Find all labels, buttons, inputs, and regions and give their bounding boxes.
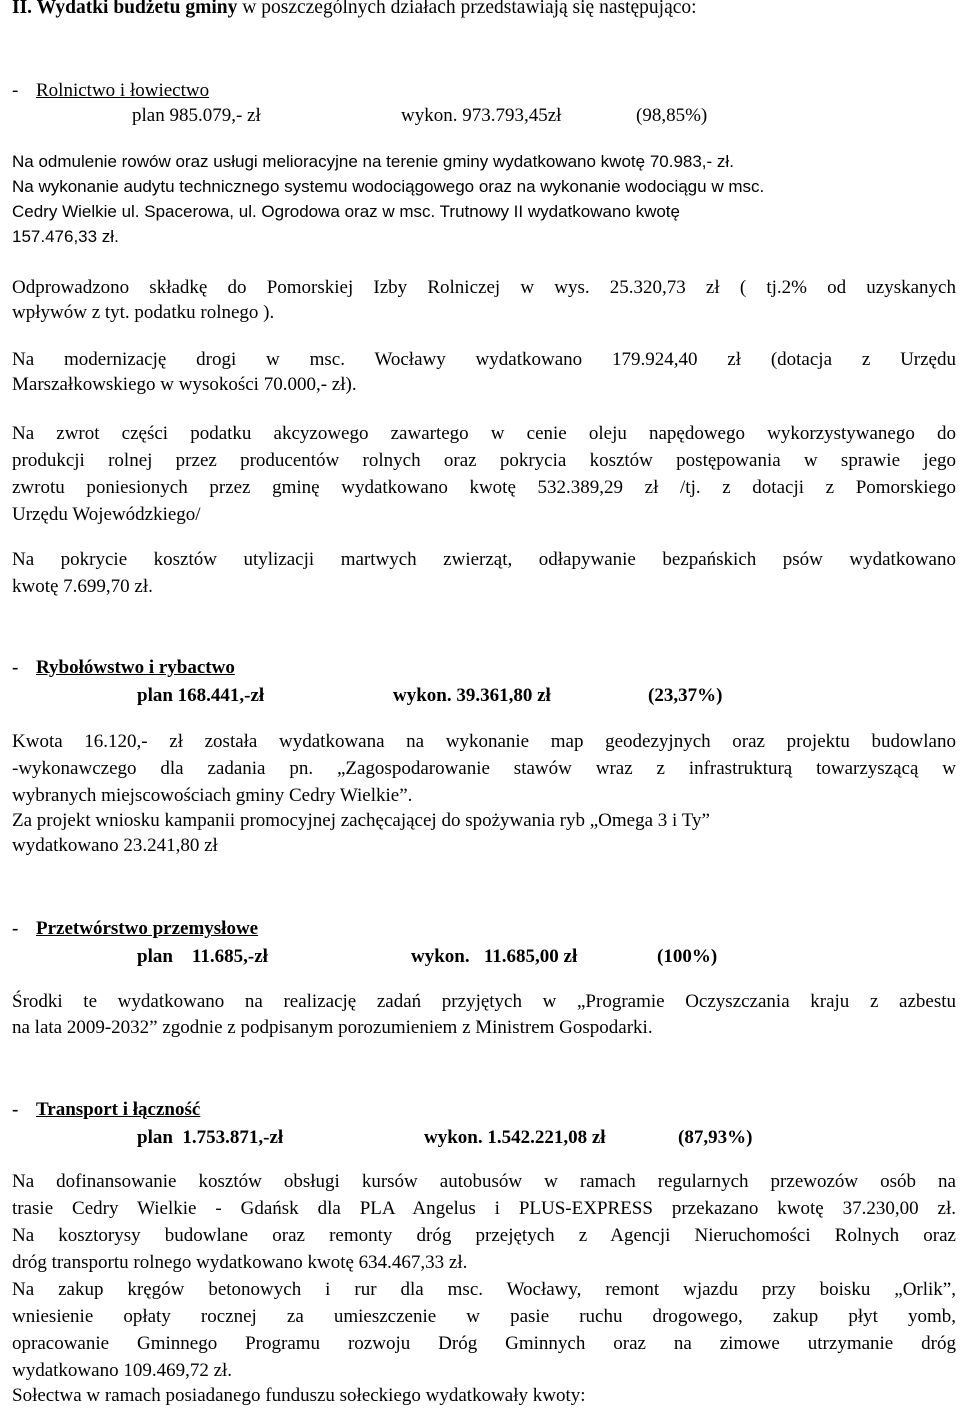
section-percent: (98,85%) [636, 105, 708, 126]
section-percent: (100%) [657, 946, 718, 967]
paragraph-line: zwrotu poniesionych przez gminę wydatkowano kwotę 532.389,29 zł /tj. z dotacji z Pomorskiego [12, 477, 956, 498]
paragraph-line: na lata 2009-2032” zgodnie z podpisanym porozumieniem z Ministrem Gospodarki. [12, 1017, 653, 1038]
section-plan: plan 1.753.871,-zł [137, 1127, 284, 1148]
paragraph-line: wydatkowano 23.241,80 zł [12, 835, 218, 856]
paragraph-line: wniesienie opłaty rocznej za umieszczenie w pasie ruchu drogowego, zakup płyt yomb, [12, 1306, 956, 1327]
paragraph-line: Kwota 16.120,- zł została wydatkowana na wykonanie map geodezyjnych oraz projektu budowlano [12, 731, 956, 752]
paragraph-line: dróg transportu rolnego wydatkowano kwotę 634.467,33 zł. [12, 1252, 468, 1273]
section-title-transport: - Transport i łączność [12, 1099, 201, 1120]
section-title-rybolowstwo: - Rybołówstwo i rybactwo [12, 657, 235, 678]
section-wykon: wykon. 11.685,00 zł [411, 946, 578, 967]
section-title-rolnictwo: - Rolnictwo i łowiectwo [12, 80, 210, 101]
paragraph-line: Środki te wydatkowano na realizację zadań przyjętych w „Programie Oczyszczania kraju z azbestu [12, 991, 956, 1012]
paragraph-line: produkcji rolnej przez producentów rolnych oraz pokrycia kosztów postępowania w sprawie jego [12, 450, 956, 471]
paragraph-line: Na zwrot części podatku akcyzowego zawartego w cenie oleju napędowego wykorzystywanego do [12, 423, 956, 444]
paragraph-line: Za projekt wniosku kampanii promocyjnej zachęcającej do spożywania ryb „Omega 3 i Ty” [12, 810, 710, 831]
paragraph-line: Cedry Wielkie ul. Spacerowa, ul. Ogrodowa oraz w msc. Trutnowy II wydatkowano kwotę [12, 202, 680, 221]
paragraph-line: Na wykonanie audytu technicznego systemu wodociągowego oraz na wykonanie wodociągu w msc. [12, 177, 765, 196]
paragraph-line: Na dofinansowanie kosztów obsługi kursów autobusów w ramach regularnych przewozów osób na [12, 1171, 956, 1192]
paragraph-line: Na zakup kręgów betonowych i rur dla msc. Wocławy, remont wjazdu przy boisku „Orlik”, [12, 1279, 956, 1300]
paragraph-line: Odprowadzono składkę do Pomorskiej Izby Rolniczej w wys. 25.320,73 zł ( tj.2% od uzyskanych [12, 277, 956, 298]
heading-rest: w poszczególnych działach przedstawiają się następująco: [237, 0, 697, 18]
section-wykon: wykon. 39.361,80 zł [393, 685, 551, 706]
paragraph-line: Sołectwa w ramach posiadanego funduszu sołeckiego wydatkowały kwoty: [12, 1385, 586, 1406]
paragraph-line: Na kosztorysy budowlane oraz remonty dróg przejętych z Agencji Nieruchomości Rolnych oraz [12, 1225, 956, 1246]
paragraph-line: kwotę 7.699,70 zł. [12, 576, 153, 597]
paragraph-line: Marszałkowskiego w wysokości 70.000,- zł). [12, 374, 357, 395]
section-wykon: wykon. 1.542.221,08 zł [424, 1127, 606, 1148]
paragraph-line: wybranych miejscowościach gminy Cedry Wielkie”. [12, 785, 413, 806]
paragraph-line: wpływów z tyt. podatku rolnego ). [12, 302, 275, 323]
section-plan: plan 985.079,- zł [132, 105, 261, 126]
paragraph-line: Na modernizację drogi w msc. Wocławy wydatkowano 179.924,40 zł (dotacja z Urzędu [12, 349, 956, 370]
paragraph-line: 157.476,33 zł. [12, 227, 119, 246]
paragraph-line: trasie Cedry Wielkie - Gdańsk dla PLA Angelus i PLUS-EXPRESS przekazano kwotę 37.230,00 zł. [12, 1198, 956, 1219]
section-title-przetworstwo: - Przetwórstwo przemysłowe [12, 918, 259, 939]
heading-bold: II. Wydatki budżetu gminy [12, 0, 238, 18]
section-percent: (87,93%) [678, 1127, 753, 1148]
paragraph-line: Urzędu Wojewódzkiego/ [12, 504, 201, 525]
paragraph-line: wydatkowano 109.469,72 zł. [12, 1360, 233, 1381]
section-plan: plan 11.685,-zł [137, 946, 268, 967]
paragraph-line: opracowanie Gminnego Programu rozwoju Dróg Gminnych oraz na zimowe utrzymanie dróg [12, 1333, 956, 1354]
paragraph-line: Na odmulenie rowów oraz usługi melioracyjne na terenie gminy wydatkowano kwotę 70.983,- zł. [12, 152, 734, 171]
page-heading [12, 0, 697, 20]
paragraph-line: -wykonawczego dla zadania pn. „Zagospodarowanie stawów wraz z infrastrukturą towarzyszącą w [12, 758, 956, 779]
section-percent: (23,37%) [648, 685, 723, 706]
section-plan: plan 168.441,-zł [137, 685, 265, 706]
paragraph-line: Na pokrycie kosztów utylizacji martwych zwierząt, odłapywanie bezpańskich psów wydatkowano [12, 549, 956, 570]
section-wykon: wykon. 973.793,45zł [401, 105, 562, 126]
